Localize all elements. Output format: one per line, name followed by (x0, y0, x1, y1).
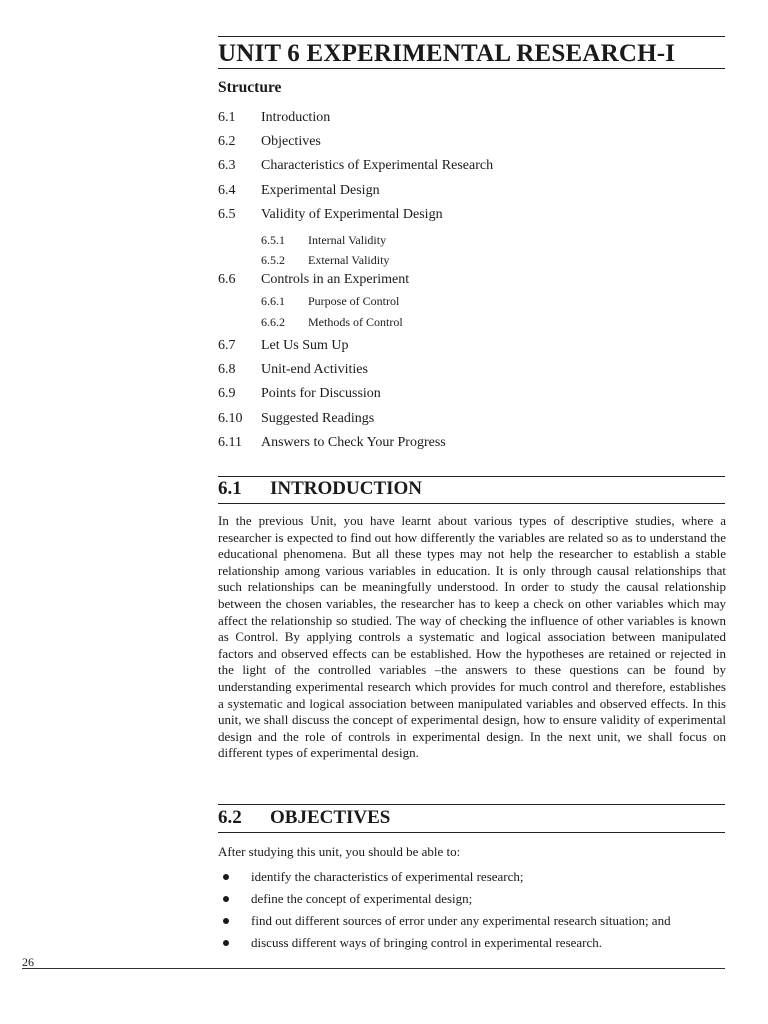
toc-number: 6.1 (218, 110, 236, 125)
list-item (218, 932, 725, 954)
toc-number: 6.6.2 (261, 315, 285, 329)
toc-number: 6.5.1 (261, 233, 285, 247)
footer-rule (22, 968, 725, 969)
toc-label: Methods of Control (308, 315, 403, 329)
section-title: OBJECTIVES (270, 807, 391, 828)
toc-number: 6.11 (218, 435, 242, 450)
toc-number: 6.10 (218, 411, 243, 426)
section-number: 6.1 (218, 478, 242, 499)
list-item (218, 910, 725, 932)
toc-label: Objectives (261, 134, 321, 149)
unit-title: UNIT 6 EXPERIMENTAL RESEARCH-I (218, 40, 676, 67)
toc-label: Answers to Check Your Progress (261, 435, 446, 450)
toc-number: 6.6 (218, 272, 236, 287)
toc-number: 6.5 (218, 207, 236, 222)
objectives-top-rule (218, 804, 725, 805)
title-top-rule (218, 36, 725, 37)
list-item-text: identify the characteristics of experimental research; (251, 869, 524, 884)
toc-label: Purpose of Control (308, 294, 400, 308)
introduction-paragraph: In the previous Unit, you have learnt about various types of descriptive studies, where a researcher is expected to find out how differently the variables are related so as to understand the educational phenomena. But all these types may not help the researcher to establish a stable relationship among various variables in education. It is only through causal relationships that such relationships can be meaningfully understood. In order to study the causal relationship between the chosen variables, the researcher has to keep a check on other variables which may affect the relationship so studied. The way of checking the influence of other variables is known as Control. By applying controls a systematic and logical association between manipulated factors and observed effects can be established. How the hypotheses are retained or rejected in the light of the controlled variables –the answers to these questions can be found by understanding experimental research which provides for much control and therefore, establishes a systematic and logical association between manipulated variables and observed effects. In this unit, we shall discuss the concept of experimental design, how to ensure validity of experimental design and the role of controls in experimental design. In the next unit, we shall focus on different types of experimental design. (218, 513, 726, 761)
introduction-top-rule (218, 476, 725, 477)
section-number: 6.2 (218, 807, 242, 828)
introduction-heading (218, 478, 725, 500)
toc-label: Points for Discussion (261, 386, 381, 401)
bullet-icon (223, 940, 229, 946)
list-item (218, 866, 725, 888)
toc-label: Characteristics of Experimental Research (261, 158, 494, 173)
toc-label: Validity of Experimental Design (261, 207, 443, 222)
objectives-bottom-rule (218, 832, 725, 833)
toc-label: Internal Validity (308, 233, 387, 247)
toc-number: 6.4 (218, 183, 236, 198)
section-title: INTRODUCTION (270, 478, 423, 499)
toc-number: 6.7 (218, 338, 236, 353)
bullet-icon (223, 874, 229, 880)
toc-number: 6.2 (218, 134, 236, 149)
toc-label: Introduction (261, 110, 331, 125)
toc-label: Experimental Design (261, 183, 380, 198)
list-item (218, 888, 725, 910)
toc-number: 6.6.1 (261, 294, 285, 308)
list-item-text: define the concept of experimental design; (251, 891, 473, 906)
toc-number: 6.9 (218, 386, 236, 401)
list-item-text: discuss different ways of bringing control in experimental research. (251, 935, 603, 950)
list-item-text: find out different sources of error under any experimental research situation; and (251, 913, 671, 928)
title-bottom-rule (218, 68, 725, 69)
toc-number: 6.5.2 (261, 253, 285, 267)
structure-heading: Structure (218, 79, 282, 96)
page-number: 26 (22, 955, 34, 969)
objectives-heading (218, 807, 725, 829)
toc-label: Suggested Readings (261, 411, 375, 426)
toc-label: Controls in an Experiment (261, 272, 410, 287)
introduction-bottom-rule (218, 503, 725, 504)
toc-label: External Validity (308, 253, 390, 267)
toc-label: Unit-end Activities (261, 362, 368, 377)
toc-label: Let Us Sum Up (261, 338, 349, 353)
bullet-icon (223, 896, 229, 902)
toc-number: 6.3 (218, 158, 236, 173)
objectives-intro: After studying this unit, you should be able to: (218, 844, 461, 859)
toc-number: 6.8 (218, 362, 236, 377)
bullet-icon (223, 918, 229, 924)
